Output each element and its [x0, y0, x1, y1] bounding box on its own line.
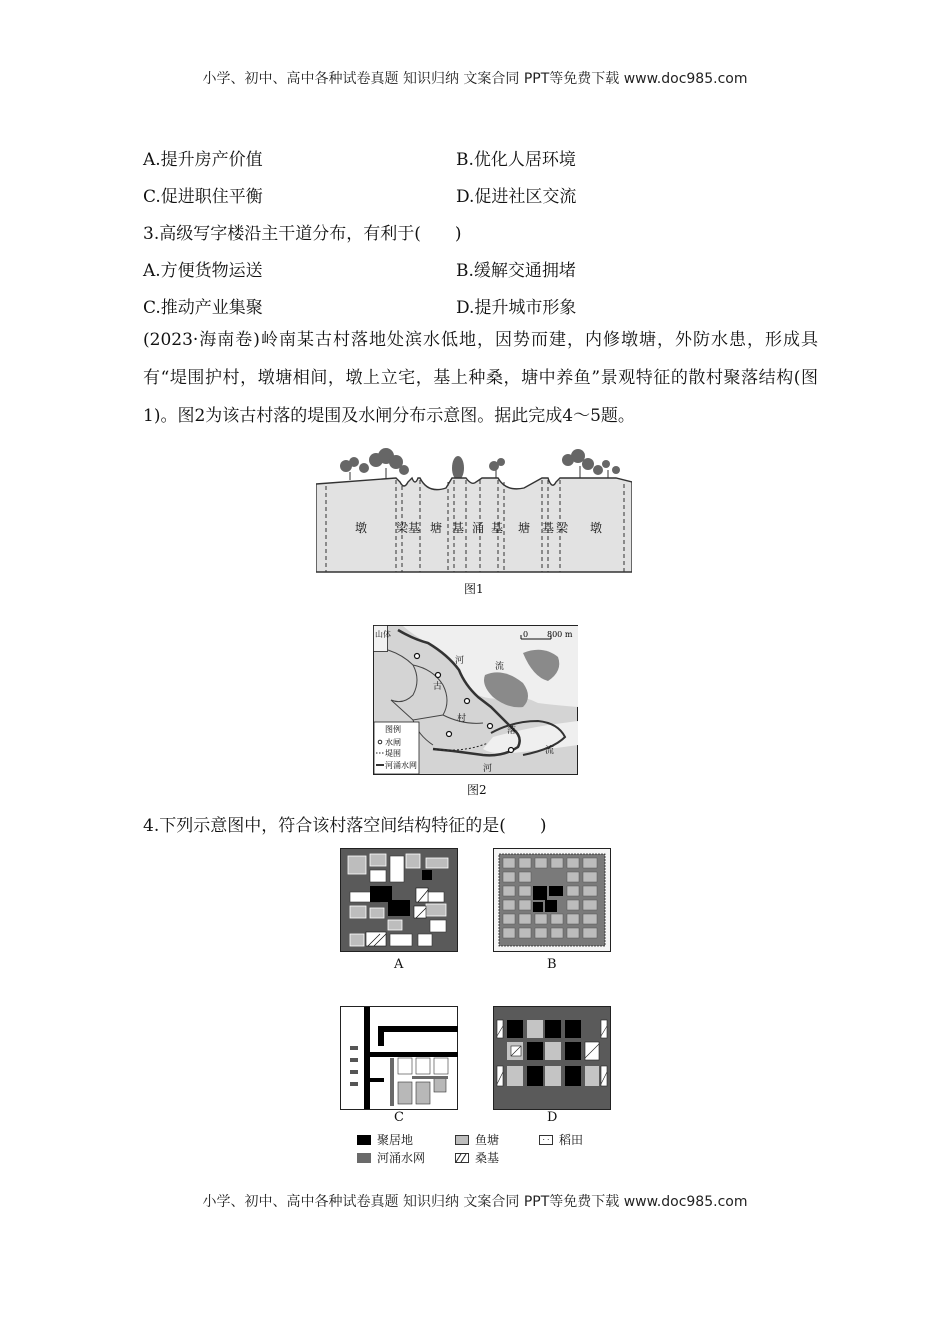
legend-fishpond-swatch: [455, 1135, 469, 1145]
legend-waterway-swatch: [357, 1153, 371, 1163]
map-label-gu: 古: [433, 682, 443, 692]
q4-label-d: D: [547, 1110, 558, 1125]
fig1-label-dun-right: 墩: [589, 521, 603, 535]
fig1-label-ji-4: 基: [541, 521, 555, 535]
fig2-caption: 图2: [467, 783, 487, 797]
legend-waterway-label: 河涌水网: [377, 1151, 426, 1165]
scale-distance: 800 m: [547, 630, 573, 639]
map-label-he-top: 河: [455, 656, 465, 666]
figure-2-map: [373, 625, 578, 775]
fig1-label-liang-right: 梁: [555, 521, 569, 535]
scale-zero: 0: [523, 630, 529, 639]
q4-diagram-c: [340, 1006, 458, 1110]
q4-label-c: C: [394, 1110, 404, 1125]
map-legend-sluice: 水闸: [385, 738, 401, 747]
fig1-caption: 图1: [464, 582, 484, 596]
q4-diagram-a: [340, 848, 458, 952]
q3-option-b: B.缓解交通拥堵: [456, 261, 576, 281]
q2-option-a: A.提升房产价值: [143, 150, 263, 170]
map-label-luo: 落: [507, 726, 517, 736]
fig1-label-tang-left: 塘: [429, 521, 443, 535]
fig1-label-ji-1: 基: [407, 521, 421, 535]
page-footer: 小学、初中、高中各种试卷真题 知识归纳 文案合同 PPT等免费下载 www.doc985.com: [202, 1194, 748, 1210]
q2-option-b: B.优化人居环境: [456, 150, 576, 170]
map-legend-channel: 河涌水网: [385, 761, 417, 770]
passage-text: (2023·海南卷)岭南某古村落地处滨水低地，因势而建，内修墩塘，外防水患，形成具有“堤围护村，墩塘相间，墩上立宅，基上种桑，塘中养鱼”景观特征的散村聚落结构(图1)。图2为该古村落的堤围及水闸分布示意图。据此完成4～5题。: [143, 330, 818, 426]
legend-settlement-label: 聚居地: [377, 1133, 414, 1147]
q4-diagram-d: [493, 1006, 611, 1110]
fig1-label-ji-3: 基: [490, 521, 504, 535]
legend-paddy-swatch: · ·: [539, 1135, 553, 1145]
fig1-label-ji-2: 基: [451, 521, 465, 535]
map-label-he-bottom: 河: [483, 764, 493, 774]
q3-option-d: D.提升城市形象: [456, 298, 577, 318]
q4-label-a: A: [394, 957, 404, 972]
q2-option-d: D.促进社区交流: [456, 187, 577, 207]
legend-fishpond-label: 鱼塘: [475, 1133, 500, 1147]
q4-stem: 4.下列示意图中，符合该村落空间结构特征的是( ): [143, 816, 547, 836]
q4-legend: [357, 1131, 597, 1167]
map-label-mountain: 山体: [375, 630, 391, 639]
q3-stem: 3.高级写字楼沿主干道分布，有利于( ): [143, 224, 462, 244]
fig1-label-chong: 涌: [471, 521, 485, 535]
map-label-cun: 村: [457, 714, 467, 724]
q2-option-c: C.促进职住平衡: [143, 187, 263, 207]
fig1-label-tang-right: 塘: [517, 521, 531, 535]
q4-label-b: B: [547, 957, 557, 972]
fig1-label-dun-left: 墩: [354, 521, 368, 535]
map-legend-title: 图例: [385, 725, 401, 734]
q3-option-c: C.推动产业集聚: [143, 298, 263, 318]
map-label-liu-top: 流: [495, 662, 505, 672]
q4-diagram-b: [493, 848, 611, 952]
map-label-liu-bottom: 流: [545, 746, 555, 756]
map-legend-dike: 堤围: [385, 749, 401, 758]
fig1-label-liang-left: 梁: [395, 521, 409, 535]
legend-mulberry-swatch: [455, 1153, 469, 1163]
legend-settlement-swatch: [357, 1135, 371, 1145]
figure-1-cross-section: [316, 442, 632, 574]
legend-sluice-icon: [378, 740, 382, 744]
legend-paddy-label: 稻田: [559, 1133, 584, 1147]
page-header: 小学、初中、高中各种试卷真题 知识归纳 文案合同 PPT等免费下载 www.doc985.com: [202, 71, 748, 87]
vegetation-icons: [340, 448, 620, 480]
q3-option-a: A.方便货物运送: [143, 261, 263, 281]
legend-mulberry-label: 桑基: [475, 1151, 500, 1165]
